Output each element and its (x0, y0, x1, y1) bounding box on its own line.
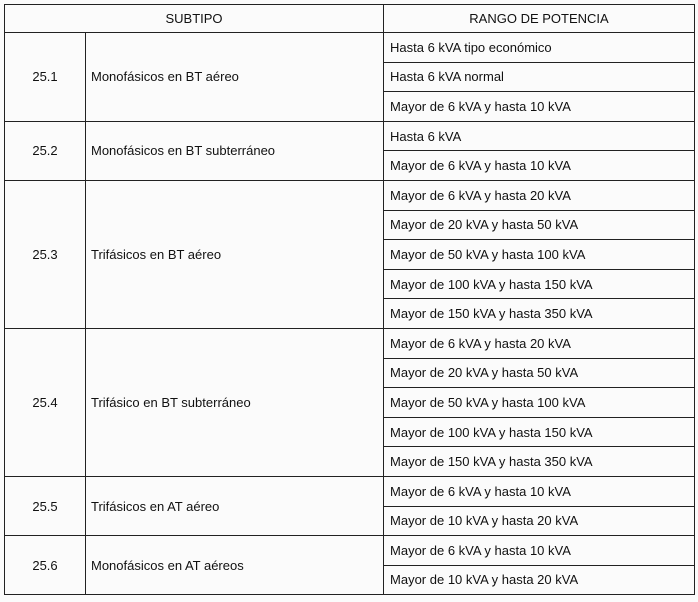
table-row (5, 121, 695, 151)
power-range-cell: Mayor de 50 kVA y hasta 100 kVA (384, 240, 695, 270)
power-range-cell: Mayor de 6 kVA y hasta 10 kVA (384, 151, 695, 181)
power-range-cell: Mayor de 6 kVA y hasta 10 kVA (384, 476, 695, 506)
power-range-cell: Mayor de 100 kVA y hasta 150 kVA (384, 417, 695, 447)
power-range-cell: Mayor de 20 kVA y hasta 50 kVA (384, 210, 695, 240)
table-body (5, 33, 695, 595)
power-range-cell: Mayor de 10 kVA y hasta 20 kVA (384, 565, 695, 595)
power-range-table (4, 4, 695, 595)
subtype-name: Trifásicos en BT aéreo (86, 180, 384, 328)
subtype-code: 25.4 (5, 328, 86, 476)
power-range-cell: Hasta 6 kVA normal (384, 62, 695, 92)
power-range-cell: Hasta 6 kVA (384, 121, 695, 151)
power-range-cell: Mayor de 150 kVA y hasta 350 kVA (384, 299, 695, 329)
subtype-code: 25.6 (5, 536, 86, 595)
header-range: RANGO DE POTENCIA (384, 5, 695, 33)
power-range-cell: Mayor de 100 kVA y hasta 150 kVA (384, 269, 695, 299)
header-subtype: SUBTIPO (5, 5, 384, 33)
subtype-name: Monofásicos en BT aéreo (86, 33, 384, 122)
subtype-name: Trifásico en BT subterráneo (86, 328, 384, 476)
subtype-name: Monofásicos en AT aéreos (86, 536, 384, 595)
subtype-code: 25.3 (5, 180, 86, 328)
power-range-cell: Mayor de 6 kVA y hasta 10 kVA (384, 92, 695, 122)
power-range-cell: Mayor de 10 kVA y hasta 20 kVA (384, 506, 695, 536)
subtype-code: 25.2 (5, 121, 86, 180)
power-range-cell: Mayor de 150 kVA y hasta 350 kVA (384, 447, 695, 477)
table-row (5, 536, 695, 566)
table-row (5, 180, 695, 210)
power-range-cell: Hasta 6 kVA tipo económico (384, 33, 695, 63)
header-row (5, 5, 695, 33)
power-range-cell: Mayor de 20 kVA y hasta 50 kVA (384, 358, 695, 388)
power-range-cell: Mayor de 6 kVA y hasta 10 kVA (384, 536, 695, 566)
power-range-cell: Mayor de 50 kVA y hasta 100 kVA (384, 388, 695, 418)
table-row (5, 33, 695, 63)
power-range-cell: Mayor de 6 kVA y hasta 20 kVA (384, 180, 695, 210)
subtype-code: 25.5 (5, 476, 86, 535)
subtype-name: Monofásicos en BT subterráneo (86, 121, 384, 180)
power-range-cell: Mayor de 6 kVA y hasta 20 kVA (384, 328, 695, 358)
subtype-code: 25.1 (5, 33, 86, 122)
table-row (5, 328, 695, 358)
table-row (5, 476, 695, 506)
subtype-name: Trifásicos en AT aéreo (86, 476, 384, 535)
